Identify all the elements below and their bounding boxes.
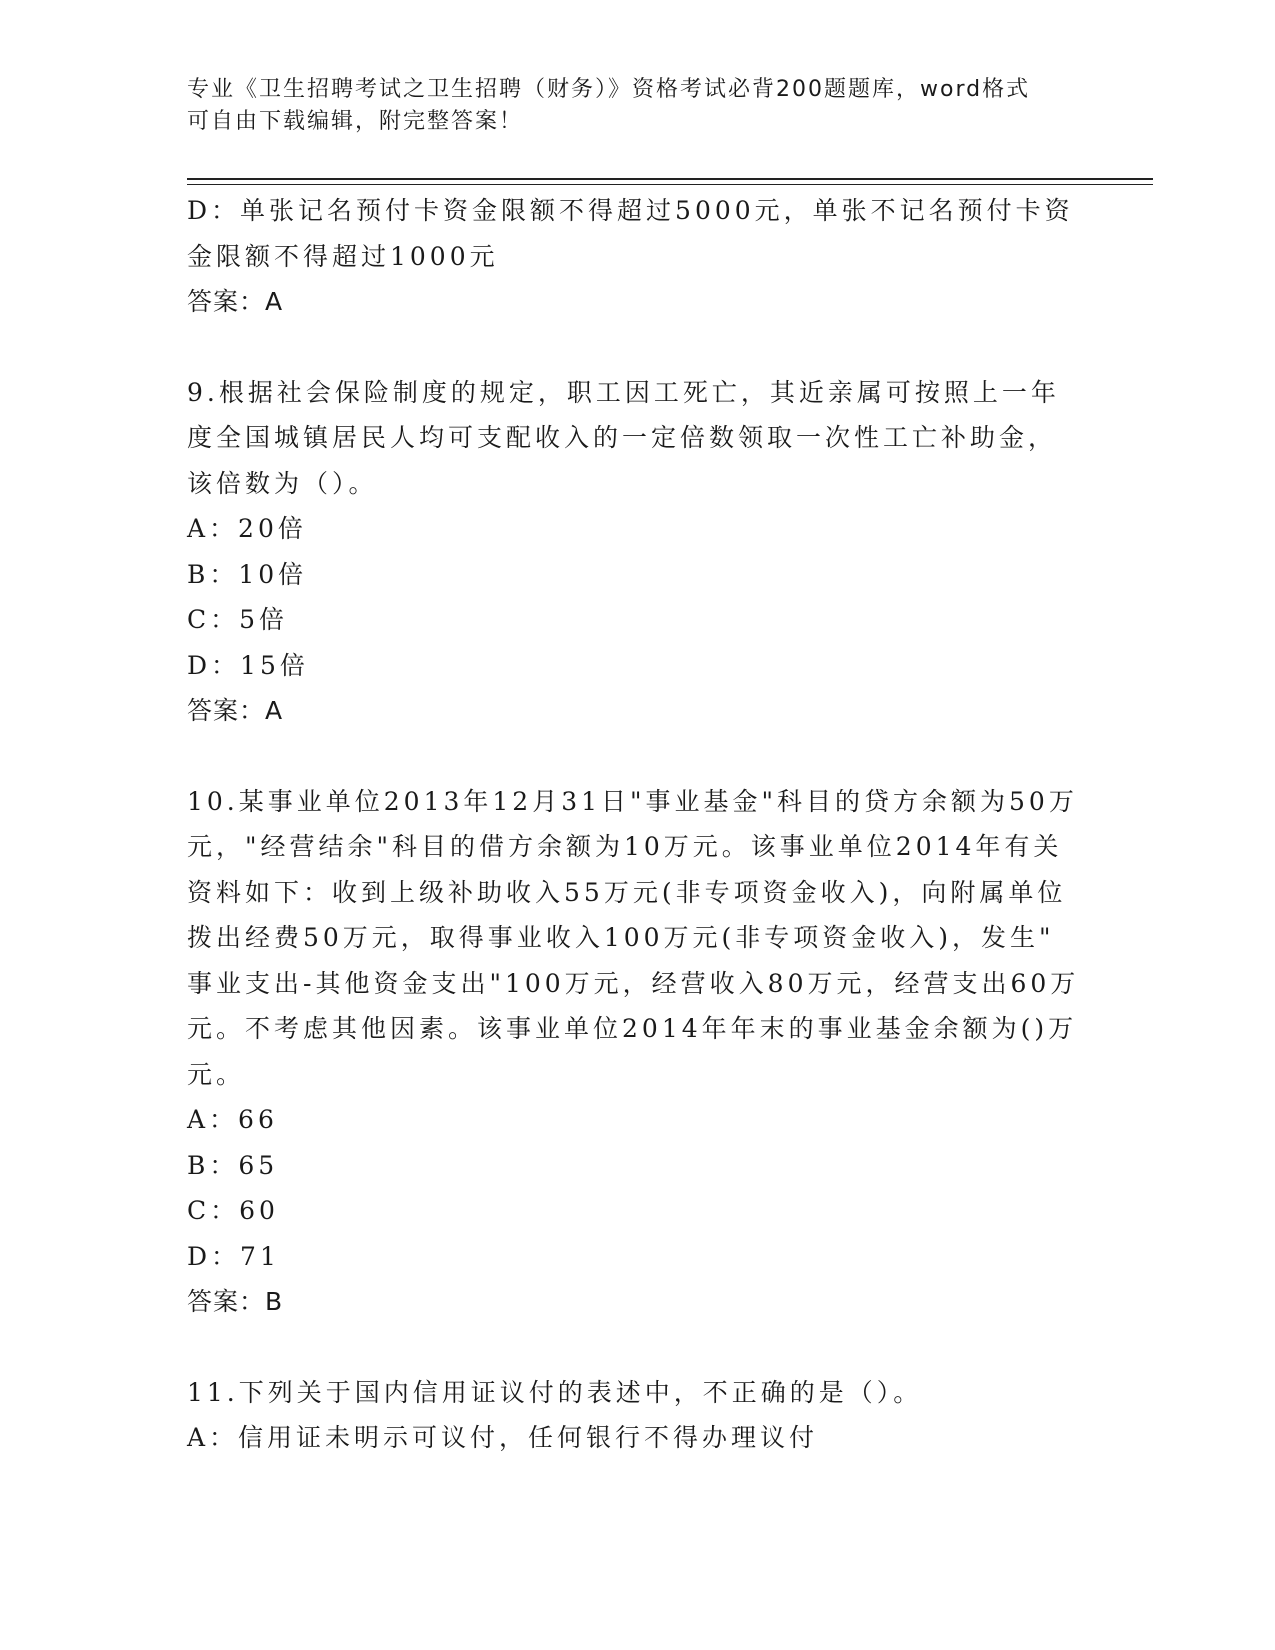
question-text-line: 该倍数为（）。 <box>187 468 378 498</box>
answer: 答案：A <box>187 696 284 725</box>
option-d-line-2: 金限额不得超过1000元 <box>187 241 499 271</box>
header-divider-thick <box>187 178 1153 180</box>
question-text-line: 11.下列关于国内信用证议付的表述中，不正确的是（）。 <box>187 1377 923 1407</box>
option-b: B：65 <box>187 1150 279 1180</box>
question-text-line: 拨出经费50万元，取得事业收入100万元(非专项资金收入)，发生" <box>187 923 1055 952</box>
question-text-line: 资料如下：收到上级补助收入55万元(非专项资金收入)，向附属单位 <box>187 877 1067 907</box>
question-10 <box>187 779 1087 1325</box>
option-a: A：信用证未明示可议付，任何银行不得办理议付 <box>187 1423 819 1452</box>
question-text-line: 度全国城镇居民人均可支配收入的一定倍数领取一次性工亡补助金， <box>187 423 1058 452</box>
header-line-1: 专业《卫生招聘考试之卫生招聘（财务）》资格考试必背200题题库，word格式 <box>187 77 1031 102</box>
option-b: B：10倍 <box>187 559 308 589</box>
question-text-line: 元。不考虑其他因素。该事业单位2014年年末的事业基金余额为()万 <box>187 1014 1078 1043</box>
question-text-line: 9.根据社会保险制度的规定，职工因工死亡，其近亲属可按照上一年 <box>187 377 1060 407</box>
document-header <box>187 74 1087 138</box>
option-c: C：5倍 <box>187 605 289 634</box>
option-d: D：71 <box>187 1241 280 1271</box>
question-11 <box>187 1370 1087 1461</box>
question-9 <box>187 370 1087 734</box>
header-divider-thin <box>187 184 1153 185</box>
option-d-line-1: D：单张记名预付卡资金限额不得超过5000元，单张不记名预付卡资 <box>187 196 1074 225</box>
previous-question-tail <box>187 188 1087 325</box>
answer: 答案：B <box>187 1287 284 1316</box>
question-text-line: 事业支出-其他资金支出"100万元，经营收入80万元，经营支出60万 <box>187 968 1080 998</box>
question-text-line: 10.某事业单位2013年12月31日"事业基金"科目的贷方余额为50万 <box>187 786 1078 816</box>
option-a: A：66 <box>187 1105 278 1134</box>
spacer <box>187 325 1087 370</box>
spacer <box>187 1325 1087 1370</box>
spacer <box>187 734 1087 779</box>
answer: 答案：A <box>187 287 284 316</box>
header-line-2: 可自由下载编辑，附完整答案！ <box>187 109 524 134</box>
option-a: A：20倍 <box>187 514 307 543</box>
document-body <box>187 188 1087 1461</box>
question-text-line: 元，"经营结余"科目的借方余额为10万元。该事业单位2014年有关 <box>187 832 1063 861</box>
option-c: C：60 <box>187 1196 279 1225</box>
question-text-line: 元。 <box>187 1059 246 1089</box>
option-d: D：15倍 <box>187 650 309 680</box>
